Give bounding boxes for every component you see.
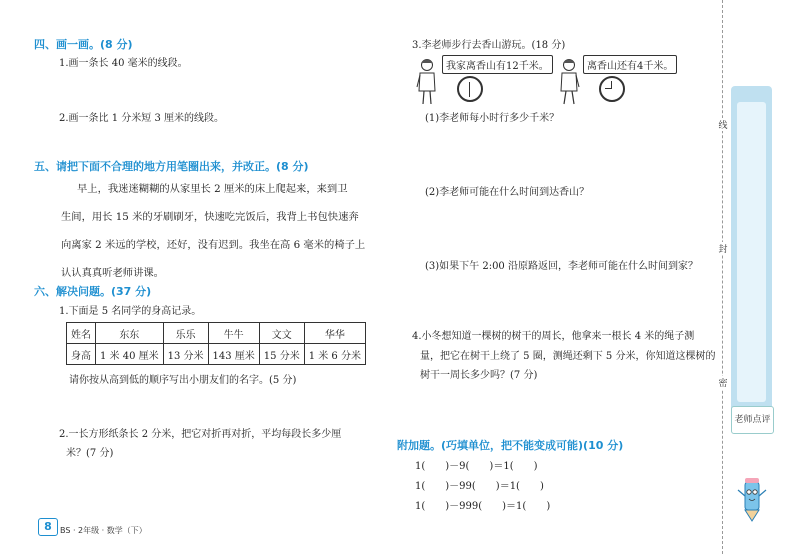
table-cell: 姓名	[67, 323, 96, 344]
s6-question-3-1: (1)李老师每小时行多少千米？	[425, 113, 560, 124]
bonus-row-1: 1( )－9( )＝1( )	[415, 461, 538, 472]
s5-line-1: 早上，我迷迷糊糊的从家里长 2 厘米的床上爬起来，来到卫	[77, 183, 348, 195]
bonus-title: 附加题。(巧填单位，把不能变成可能)(10 分)	[397, 439, 624, 452]
binding-char-line: 线	[716, 118, 730, 131]
bonus-row-3: 1( )－999( )＝1( )	[415, 501, 551, 512]
s6-question-3-3: (3)如果下午 2:00 沿原路返回，李老师可能在什么时间到家？	[425, 261, 698, 272]
s6-question-4-line-1: 4.小冬想知道一棵树的树干的周长，他拿来一根长 4 米的绳子测	[412, 331, 695, 342]
bonus-row-2: 1( )－99( )＝1( )	[415, 481, 544, 492]
teacher-comment-area	[737, 102, 766, 402]
s4-question-1: 1.画一条长 40 毫米的线段。	[59, 58, 188, 69]
height-table	[66, 322, 366, 365]
clock-icon	[599, 76, 625, 102]
table-cell: 1 米 40 厘米	[96, 344, 164, 365]
s6-question-2-line-2: 米？(7 分)	[66, 448, 114, 459]
binding-char-secret: 密	[716, 376, 730, 389]
speech-bubble-1: 我家离香山有12千米。	[442, 55, 553, 74]
table-cell: 乐乐	[163, 323, 208, 344]
s6-question-3-2: (2)李老师可能在什么时间到达香山？	[425, 187, 590, 198]
s6-question-3: 3.李老师步行去香山游玩。(18 分)	[412, 40, 566, 51]
table-cell: 东东	[96, 323, 164, 344]
table-cell: 1 米 6 分米	[304, 344, 365, 365]
teacher-comment-label: 老师点评	[731, 406, 774, 434]
s6-question-1-sub: 请你按从高到低的顺序写出小朋友们的名字。(5 分)	[69, 375, 297, 386]
teacher-figure-icon	[416, 57, 438, 105]
table-cell: 华华	[304, 323, 365, 344]
section5-title: 五、请把下面不合理的地方用笔圈出来，并改正。(8 分)	[34, 160, 309, 173]
table-cell: 13 分米	[163, 344, 208, 365]
speech-bubble-2: 离香山还有4千米。	[583, 55, 677, 74]
s6-question-2-line-1: 2.一长方形纸条长 2 分米，把它对折再对折，平均每段长多少厘	[59, 429, 342, 440]
table-cell: 牛牛	[208, 323, 259, 344]
binding-char-seal: 封	[716, 242, 730, 255]
table-row	[67, 323, 366, 344]
s4-question-2: 2.画一条比 1 分米短 3 厘米的线段。	[59, 113, 224, 124]
s6-question-4-line-2: 量，把它在树干上绕了 5 圈，测绳还剩下 5 分米，你知道这棵树的	[420, 351, 716, 362]
pencil-mascot-icon	[735, 474, 769, 524]
page-number: 8	[38, 518, 58, 536]
section4-title: 四、画一画。(8 分)	[34, 38, 133, 51]
fold-line	[722, 0, 723, 554]
s6-question-4-line-3: 树干一周长多少吗？(7 分)	[420, 370, 538, 381]
teacher-figure-icon	[558, 57, 580, 105]
s5-line-4: 认认真真听老师讲课。	[61, 267, 164, 279]
table-cell: 文文	[259, 323, 304, 344]
table-row	[67, 344, 366, 365]
table-cell: 身高	[67, 344, 96, 365]
table-cell: 15 分米	[259, 344, 304, 365]
footer-text: BS · 2年级 · 数学（下）	[60, 526, 147, 535]
section6-title: 六、解决问题。(37 分)	[34, 285, 152, 298]
table-cell: 143 厘米	[208, 344, 259, 365]
s5-line-2: 生间，用长 15 米的牙刷刷牙，快速吃完饭后，我背上书包快速奔	[61, 211, 359, 223]
s6-question-1: 1.下面是 5 名同学的身高记录。	[59, 306, 202, 317]
s5-line-3: 向离家 2 米远的学校，还好，没有迟到。我坐在高 6 毫米的椅子上	[61, 239, 366, 251]
clock-icon	[457, 76, 483, 102]
